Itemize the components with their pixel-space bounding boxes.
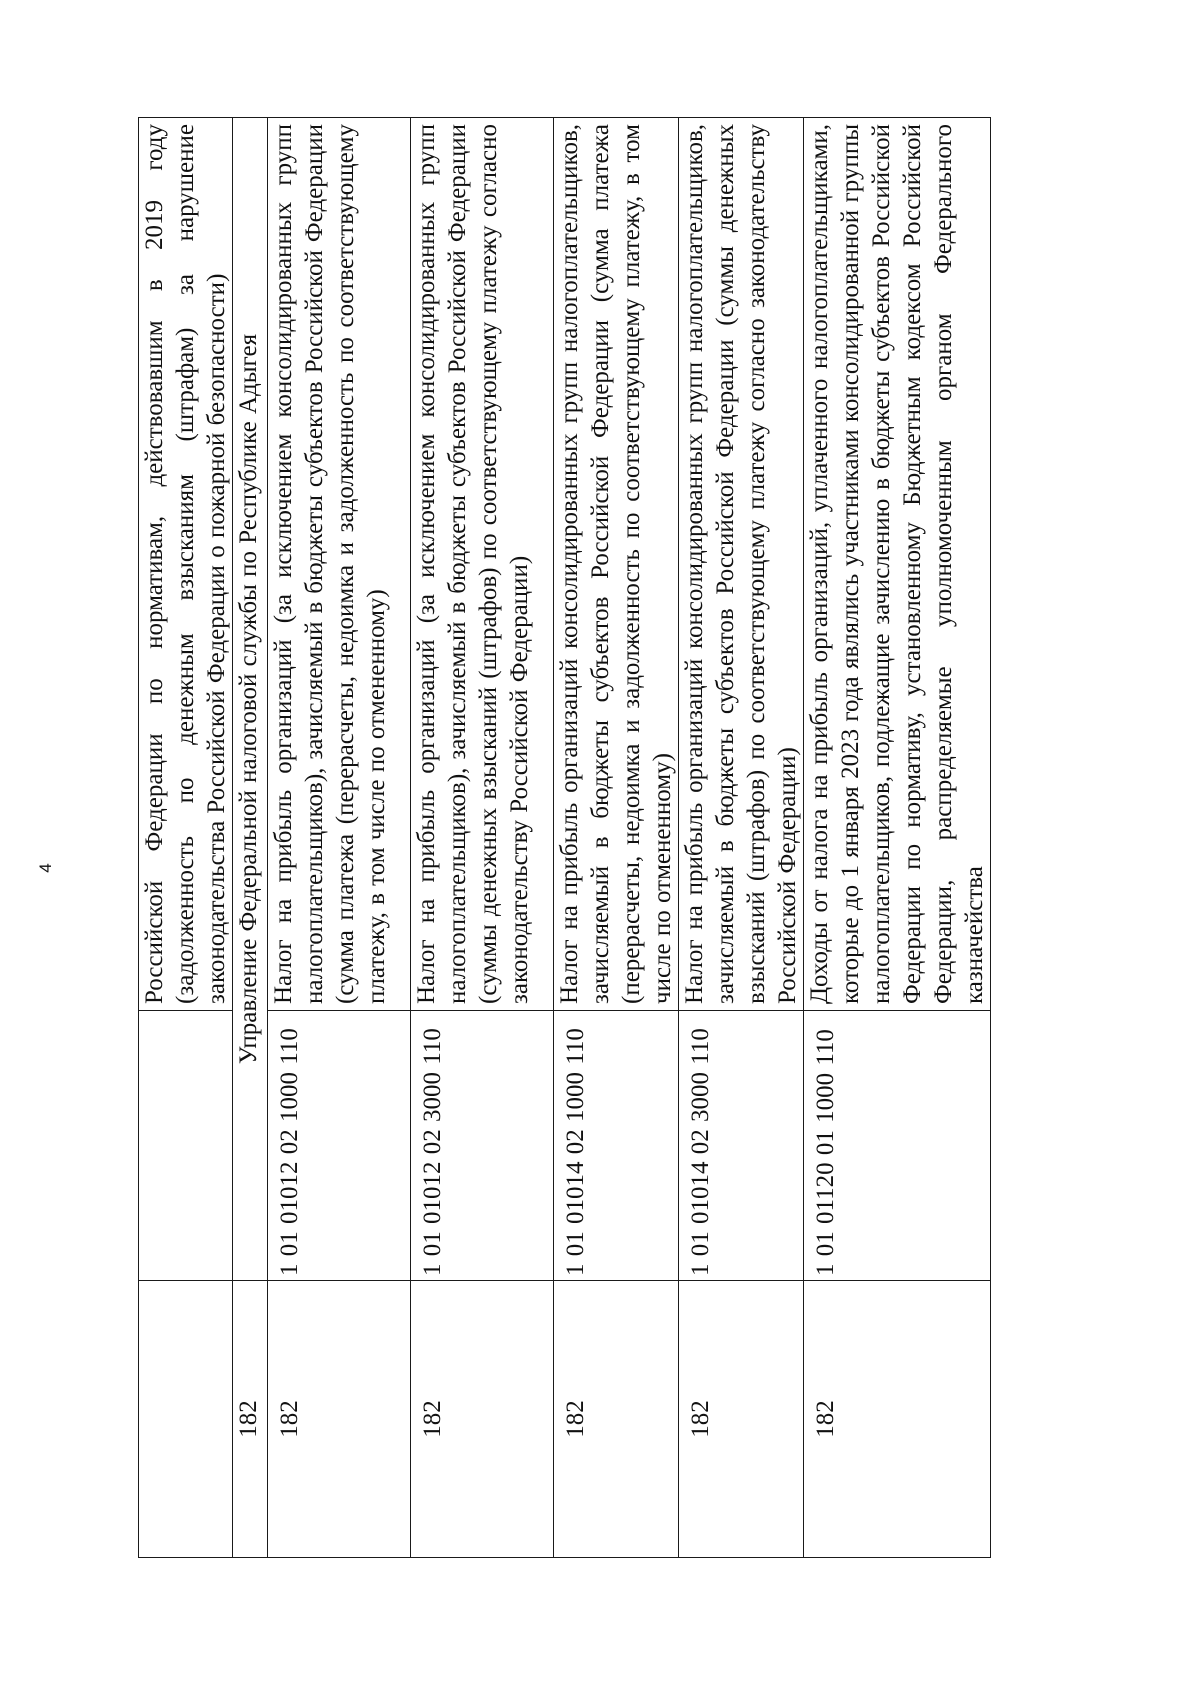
admin-code-cell: 182 [679,1281,804,1558]
revenue-name-cell: Налог на прибыль организаций консолидированных групп налогоплательщиков, зачисляемый в бюджеты субъектов Российской Федерации (сумма платежа (перерасчеты, недоимка и задолженность по соответствующему платежу, в том числе по отмененному) [554,118,679,1011]
rotated-table-wrapper [138,118,1078,1558]
table-row [268,118,411,1558]
table-row [554,118,679,1558]
table-row [139,118,233,1558]
table-cell-empty [139,1281,233,1558]
table-row [804,118,991,1558]
revenue-name-cell: Налог на прибыль организаций (за исключением консолидированных групп налогоплательщиков), зачисляемый в бюджеты субъектов Российской Федерации (суммы денежных взысканий (штрафов) по соответствующему платежу согласно законодательству Российской Федерации) [411,118,554,1011]
budget-code-cell: 1 01 01012 02 3000 110 [411,1011,554,1281]
revenue-codes-table [138,117,991,1558]
revenue-name-cell: Налог на прибыль организаций консолидированных групп налогоплательщиков, зачисляемый в бюджеты субъектов Российской Федерации (суммы денежных взысканий (штрафов) по соответствующему платежу согласно законодательству Российской Федерации) [679,118,804,1011]
budget-code-cell: 1 01 01014 02 3000 110 [679,1011,804,1281]
budget-code-cell: 1 01 01012 02 1000 110 [268,1011,411,1281]
section-admin-code: 182 [233,1281,268,1558]
section-title: Управление Федеральной налоговой службы по Республике Адыгея [233,118,268,1281]
admin-code-cell: 182 [804,1281,991,1558]
table-row [679,118,804,1558]
page-number: 4 [36,863,55,873]
section-header-row [233,118,268,1558]
admin-code-cell: 182 [411,1281,554,1558]
revenue-name-cell: Доходы от налога на прибыль организаций, уплаченного налогоплательщиками, которые до 1 января 2023 года являлись участниками консолидированной группы налогоплательщиков, подлежащие зачислению в бюджеты субъектов Российской Федерации по нормативу, установленному Бюджетным кодексом Российской Федерации, распределяемые уполномоченным органом Федерального казначейства [804,118,991,1011]
table-cell-empty [139,1011,233,1281]
revenue-name-cell: Налог на прибыль организаций (за исключением консолидированных групп налогоплательщиков), зачисляемый в бюджеты субъектов Российской Федерации (сумма платежа (перерасчеты, недоимка и задолженность по соответствующему платежу, в том числе по отмененному) [268,118,411,1011]
budget-code-cell: 1 01 01120 01 1000 110 [804,1011,991,1281]
continuation-text: Российской Федерации по нормативам, действовавшим в 2019 году (задолженность по денежным взысканиям (штрафам) за нарушение законодательства Российской Федерации о пожарной безопасности) [139,118,233,1011]
admin-code-cell: 182 [268,1281,411,1558]
table-row [411,118,554,1558]
budget-code-cell: 1 01 01014 02 1000 110 [554,1011,679,1281]
admin-code-cell: 182 [554,1281,679,1558]
